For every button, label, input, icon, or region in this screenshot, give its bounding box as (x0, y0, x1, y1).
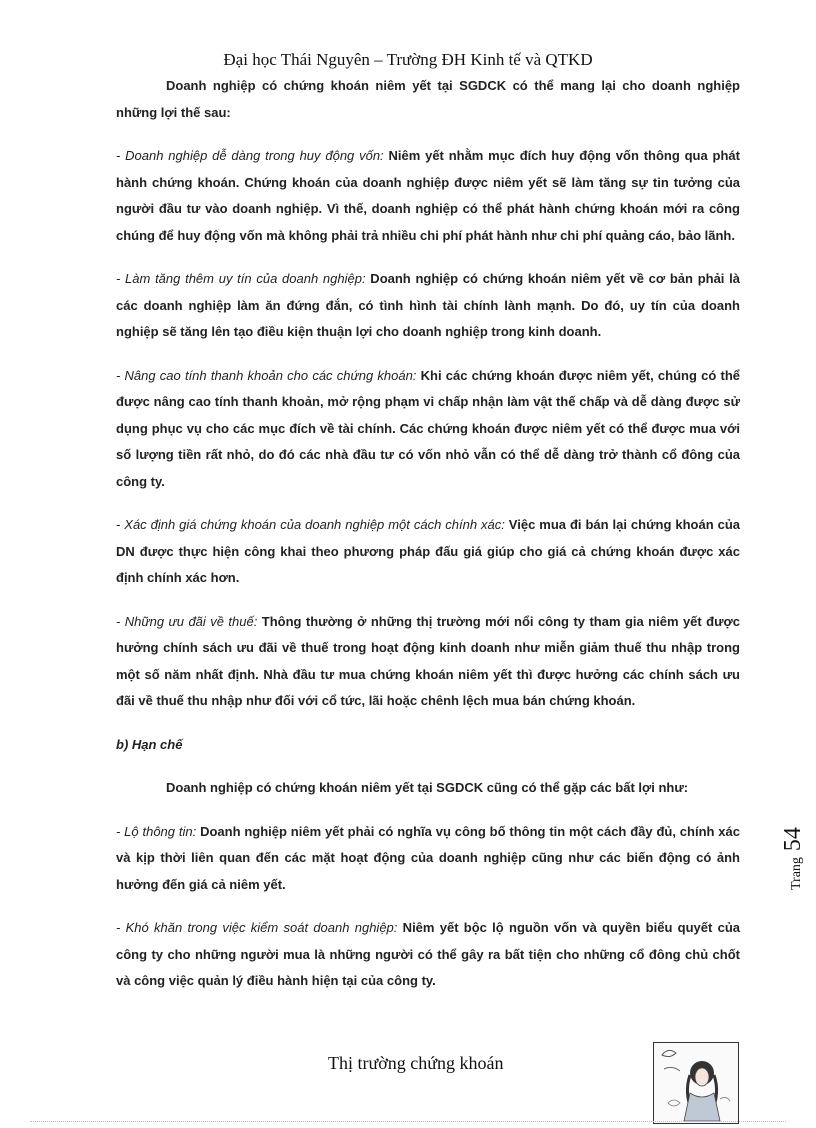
page-header: Đại học Thái Nguyên – Trường ĐH Kinh tế và QTKD (223, 50, 593, 69)
document-body (116, 73, 740, 1012)
page-label: Trang (789, 857, 804, 890)
girl-sketch-icon (654, 1043, 738, 1123)
advantage-lead: - Doanh nghiệp dễ dàng trong huy động vốn: (116, 148, 384, 163)
limit-item (116, 915, 740, 995)
advantage-text: Khi các chứng khoán được niêm yết, chúng có thể được nâng cao tính thanh khoản, mở rộng phạm vi chấp nhận làm vật thế chấp và dễ dàng được sử dụng phục vụ cho các mục đích về tài chính. Các chứng khoán được niêm yết có thể được mua với số lượng tiền rất nhỏ, do đó các nhà đầu tư có vốn nhỏ vẫn có thể dễ dàng trở thành cổ đông của công ty. (116, 367, 740, 489)
advantage-item (116, 609, 740, 715)
advantage-text: Niêm yết nhằm mục đích huy động vốn thông qua phát hành chứng khoán. Chứng khoán của doanh nghiệp được niêm yết sẽ làm tăng sự tin tưởng của người đầu tư vào doanh nghiệp. Vì thế, doanh nghiệp có thể phát hành chứng khoán mới ra công chúng để huy động vốn mà không phải trả nhiều chi phí phát hành như chi phí quảng cáo, bảo lãnh. (116, 148, 740, 243)
advantage-text: Thông thường ở những thị trường mới nổi công ty tham gia niêm yết được hưởng chính sách ưu đãi về thuế trong hoạt động kinh doanh như miễn giảm thuế thu nhập trong một số năm nhất định. Nhà đầu tư mua chứng khoán niêm yết thì được hưởng các chính sách ưu đãi về thuế thu nhập như đối với cổ tức, lãi hoặc chênh lệch mua bán chứng khoán. (116, 613, 741, 708)
limit-lead: - Khó khăn trong việc kiểm soát doanh nghiệp: (116, 920, 398, 935)
footer-illustration (653, 1042, 739, 1124)
advantage-item (116, 143, 740, 249)
advantage-item (116, 512, 740, 592)
footer-divider (30, 1121, 786, 1122)
page-number: 54 (780, 827, 806, 852)
advantage-item (116, 363, 740, 496)
advantage-text: Doanh nghiệp có chứng khoán niêm yết về cơ bản phải là các doanh nghiệp làm ăn đứng đắn, có tình hình tài chính lành mạnh. Do đó, uy tín của doanh nghiệp sẽ tăng lên tạo điều kiện thuận lợi cho doanh nghiệp trong kinh doanh. (116, 271, 740, 339)
limits-intro-paragraph: Doanh nghiệp có chứng khoán niêm yết tại SGDCK cũng có thể gặp các bất lợi như: (166, 780, 689, 795)
footer-title: Thị trường chứng khoán (328, 1053, 504, 1073)
advantage-lead: - Làm tăng thêm uy tín của doanh nghiệp: (116, 271, 366, 286)
page-number-vertical (780, 827, 807, 890)
limit-text: Doanh nghiệp niêm yết phải có nghĩa vụ công bố thông tin một cách đầy đủ, chính xác và kịp thời liên quan đến các mặt hoạt động của doanh nghiệp cũng như các biến động có ảnh hưởng đến giá cả niêm yết. (116, 823, 741, 892)
limit-lead: - Lộ thông tin: (116, 823, 197, 839)
limit-item (116, 819, 740, 899)
limit-text: Niêm yết bộc lộ nguồn vốn và quyền biểu quyết của công ty cho những người mua là những người có thể gây ra bất tiện cho những cổ đông chủ chốt và công việc quản lý điều hành hiện tại của công ty. (116, 920, 740, 988)
intro-paragraph: Doanh nghiệp có chứng khoán niêm yết tại SGDCK có thể mang lại cho doanh nghiệp những lợi thế sau: (116, 78, 740, 120)
advantage-lead: - Nâng cao tính thanh khoản cho các chứng khoán: (116, 367, 417, 383)
advantage-text: Việc mua đi bán lại chứng khoán của DN được thực hiện công khai theo phương pháp đấu giá giúp cho giá cả chứng khoán được xác định chính xác hơn. (116, 517, 740, 585)
advantage-lead: - Những ưu đãi về thuế: (116, 613, 258, 629)
section-heading: b) Hạn chế (116, 736, 183, 752)
advantage-item (116, 266, 740, 346)
advantage-lead: - Xác định giá chứng khoán của doanh nghiệp một cách chính xác: (116, 517, 505, 532)
